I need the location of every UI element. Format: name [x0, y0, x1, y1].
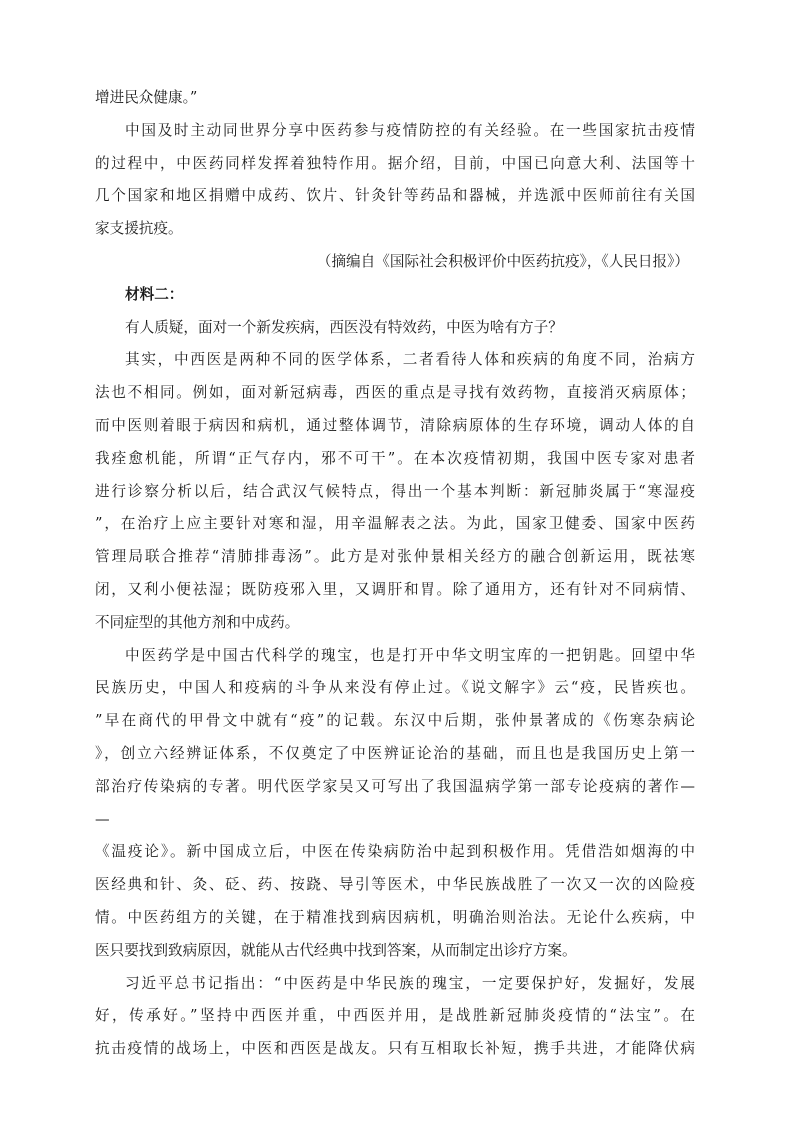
text-line: 民族历史，中国人和疫病的斗争从来没有停止过。《说文解字》云“疫，民皆疾也。 — [95, 679, 695, 697]
document-page — [95, 82, 695, 1066]
text-line: 增进民众健康。” — [95, 89, 198, 106]
text-line: 法也不相同。例如，面对新冠病毒，西医的重点是寻找有效药物，直接消灭病原体； — [95, 384, 695, 402]
text-line: 情。中医药组方的关键，在于精准找到病因病机，明确治则治法。无论什么疾病，中 — [95, 908, 695, 926]
text-line: 而中医则着眼于病因和病机，通过整体调节，清除病原体的生存环境，调动人体的自 — [95, 416, 695, 434]
text-line: 习近平总书记指出：“中医药是中华民族的瑰宝，一定要保护好，发掘好，发展 — [125, 974, 695, 992]
text-line: 我痊愈机能，所谓“正气存内，邪不可干”。在本次疫情初期，我国中医专家对患者 — [95, 449, 695, 467]
text-line: 好，传承好。”坚持中西医并重，中西医并用，是战胜新冠肺炎疫情的“法宝”。在 — [95, 1007, 695, 1025]
text-line: 不同症型的其他方剂和中成药。 — [95, 613, 300, 631]
text-line: ”早在商代的甲骨文中就有“疫”的记载。东汉中后期，张仲景著成的《伤寒杂病论 — [95, 712, 695, 730]
text-line: 家支援抗疫。 — [95, 220, 183, 238]
text-line: ”，在治疗上应主要针对寒和湿，用辛温解表之法。为此，国家卫健委、国家中医药 — [95, 515, 695, 533]
text-line: 部治疗传染病的专著。明代医学家吴又可写出了我国温病学第一部专论疫病的著作— — [95, 777, 695, 795]
text-line: 《温疫论》。新中国成立后，中医在传染病防治中起到积极作用。凭借浩如烟海的中 — [95, 843, 695, 861]
source-citation: （摘编自《国际社会积极评价中医药抗疫》，《人民日报》） — [316, 252, 689, 270]
text-line: 进行诊察分析以后，结合武汉气候特点，得出一个基本判断：新冠肺炎属于“寒湿疫 — [95, 482, 695, 500]
text-line: 医经典和针、灸、砭、药、按跷、导引等医术，中华民族战胜了一次又一次的凶险疫 — [95, 876, 695, 894]
text-line: 管理局联合推荐“清肺排毒汤”。此方是对张仲景相关经方的融合创新运用，既祛寒 — [95, 548, 695, 566]
text-line: — — [95, 810, 110, 828]
text-line: 几个国家和地区捐赠中成药、饮片、针灸针等药品和器械，并选派中医师前往有关国 — [95, 187, 695, 205]
section-heading: 材料二： — [125, 285, 184, 303]
text-line: 医只要找到致病原因，就能从古代经典中找到答案，从而制定出诊疗方案。 — [95, 941, 577, 959]
text-line: 的过程中，中医药同样发挥着独特作用。据介绍，目前，中国已向意大利、法国等十 — [95, 154, 695, 172]
text-line: 中医药学是中国古代科学的瑰宝，也是打开中华文明宝库的一把钥匙。回望中华 — [125, 646, 695, 664]
text-line: 抗击疫情的战场上，中医和西医是战友。只有互相取长补短，携手共进，才能降伏病 — [95, 1040, 695, 1058]
text-line: 闭，又利小便祛湿；既防疫邪入里，又调肝和胃。除了通用方，还有针对不同病情、 — [95, 580, 695, 598]
text-line: 其实，中西医是两种不同的医学体系，二者看待人体和疾病的角度不同，治病方 — [125, 351, 695, 369]
text-line: 有人质疑，面对一个新发疾病，西医没有特效药，中医为啥有方子？ — [125, 318, 563, 336]
text-line: 中国及时主动同世界分享中医药参与疫情防控的有关经验。在一些国家抗击疫情 — [125, 121, 695, 139]
text-line: 》，创立六经辨证体系，不仅奠定了中医辨证论治的基础，而且也是我国历史上第一 — [95, 744, 695, 762]
